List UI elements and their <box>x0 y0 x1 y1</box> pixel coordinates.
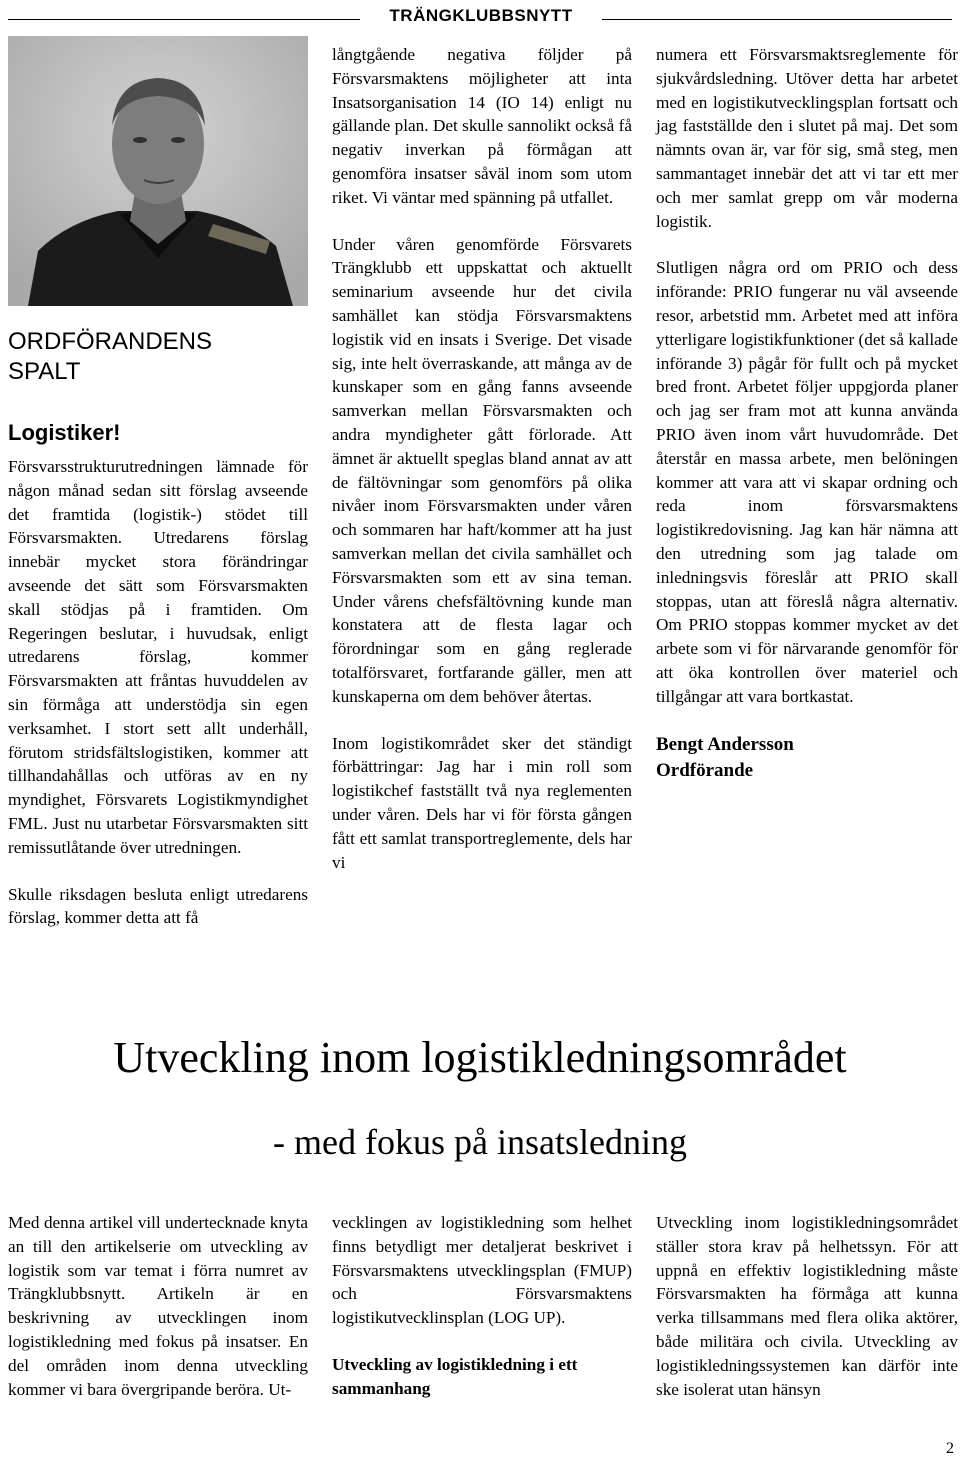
page-header <box>8 6 952 28</box>
signature-name: Bengt Andersson <box>656 733 794 755</box>
header-rule-left <box>8 19 360 20</box>
article-col2-heading: Utveckling av logistikledning i ett sammanhang <box>332 1354 578 1398</box>
article-col1-paragraph: Med denna artikel vill undertecknade knyta an till den artikelserie om utveckling av logistik som var temat i förra numret av Trängklubbsnytt. Artikeln är en beskrivning av utvecklingen inom logistikledning med fokus på insatser. En del områden inom denna utveckling kommer vi bara övergripande beröra. Ut- <box>8 1213 308 1399</box>
col2-paragraph-1: långtgående negativa följder på Försvarsmaktens möjligheter att inta Insatsorganisation 14 (IO 14) enligt nu gällande plan. Det skulle sannolikt också få negativ inverkan på förmågan att genomföra insatser såväl inom som utom riket. Vi väntar med spänning på utfallet. <box>332 45 632 207</box>
col1-paragraph-1: Försvarsstrukturutredningen lämnade för någon månad sedan sitt förslag avseende det framtida (logistik-) stödet till Försvarsmakten. Utredarens förslag innebär mycket stora förändringar avseende det sätt som Försvarsmakten skall stödjas på i framtiden. Om Regeringen beslutar, i huvudsak, enligt utredarens förslag, kommer Försvarsmakten att fråntas huvuddelen av sin förmåga att understödja sin egen verksamhet. I stort sett allt underhåll, förutom stridsfältslogistiken, kommer att tillhandahållas och utföras av en ny myndighet, Försvarets Logistikmyndighet FML. Just nu utarbetar Försvarsmakten sitt remissutlåtande över utredningen. <box>8 457 308 857</box>
column-3-text <box>656 43 958 784</box>
article-column-1 <box>8 1211 308 1401</box>
page-number: 2 <box>946 1440 954 1457</box>
column-subtitle: Logistiker! <box>8 420 121 445</box>
article-col2-paragraph: vecklingen av logistikledning som helhet finns betydligt mer detaljerat beskrivet i Försvarsmaktens utvecklingsplan (FMUP) och Försvarsmaktens logistikutvecklinsplan (LOG UP). <box>332 1213 632 1328</box>
column-1-text <box>8 455 308 930</box>
article-column-2 <box>332 1211 632 1401</box>
col2-paragraph-2: Under våren genomförde Försvarets Trängklubb ett uppskattat och aktuellt seminarium avseende hur det civila samhället kan stödja Försvarsmaktens logistik vid en insats i Sverige. Det visade sig, inte helt överraskande, att många av de kunskaper som en gång fanns avseende samverkan mellan Försvarsmakten och andra myndigheter gått förlorade. Att ämnet är aktuellt speglas bland annat av att de fältövningar som genomförs på olika nivåer inom Försvarsmakten under våren och sommaren har haft/kommer att ha just samverkan mellan det civila samhället och Försvarsmakten som ett av sina teman. Under vårens chefsfältövning kunde man konstatera att de flesta lagar och förordningar som en gång reglerade totalförsvaret, fortfarande gäller, men att kunskaperna om dem behöver återtas. <box>332 234 632 706</box>
newsletter-title: TRÄNGKLUBBSNYTT <box>389 6 573 25</box>
article-column-3 <box>656 1211 958 1401</box>
column-section-title <box>8 327 308 387</box>
signature <box>656 732 958 784</box>
article-subheadline: - med fokus på insatsledning <box>273 1122 687 1162</box>
col1-paragraph-2: Skulle riksdagen besluta enligt utredarens förslag, kommer detta att få <box>8 884 308 928</box>
header-rule-right <box>602 19 952 20</box>
column-title-line-2: SPALT <box>8 358 81 385</box>
col3-paragraph-2: Slutligen några ord om PRIO och dess införande: PRIO fungerar nu väl avseende resor, arbetstid mm. Arbetet med att införa ytterligare logistikfunktioner (det så kallade införande 3) pågår för fullt och på mycket bred front. Arbetet följer uppgjorda planer och jag ser fram mot att kunna använda PRIO även inom vårt huvudområde. Det återstår en massa arbete, men belöningen kommer att vara att vi skapar ordning och reda inom försvarsmaktens logistikredovisning. Jag kan här nämna att den utredning som jag talade om inledningsvis föreslår att PRIO skall stoppas, utan att föreslå några alternativ. Om PRIO stoppas kommer mycket av det arbete som vi för närvarande genomför för att öka kontrollen över materiel och tillgångar att vara bortkastat. <box>656 258 958 706</box>
author-portrait-photo <box>8 36 308 306</box>
column-title-line-1: ORDFÖRANDENS <box>8 328 213 355</box>
signature-role: Ordförande <box>656 759 754 781</box>
article-col3-paragraph: Utveckling inom logistikledningsområdet ställer stora krav på helhetssyn. För att uppnå en effektiv logistikledning måste Försvarsmakten ha förmåga att kunna verka tillsammans med flera olika aktörer, både militära och civila. Utveckling av logistikledningssystemen kan därför inte ske isolerat utan hänsyn <box>656 1213 958 1399</box>
column-2-text <box>332 43 632 874</box>
col3-paragraph-1: numera ett Försvarsmaktsreglemente för sjukvårdsledning. Utöver detta har arbetet med en logistikutvecklingsplan fortsatt och jag fastställde den i slutet på maj. Det som nämnts ovan är, var för sig, små steg, men sammantaget innebär det att vi tar ett mer och mer samlat grepp om vår moderna logistik. <box>656 45 958 231</box>
article-headline: Utveckling inom logistikledningsområdet <box>113 1033 847 1082</box>
col2-paragraph-3: Inom logistikområdet sker det ständigt förbättringar: Jag har i min roll som logistikchef fastställt två nya reglementen under våren. Dels har vi för första gången fått ett samlat transportreglemente, dels har vi <box>332 733 632 872</box>
